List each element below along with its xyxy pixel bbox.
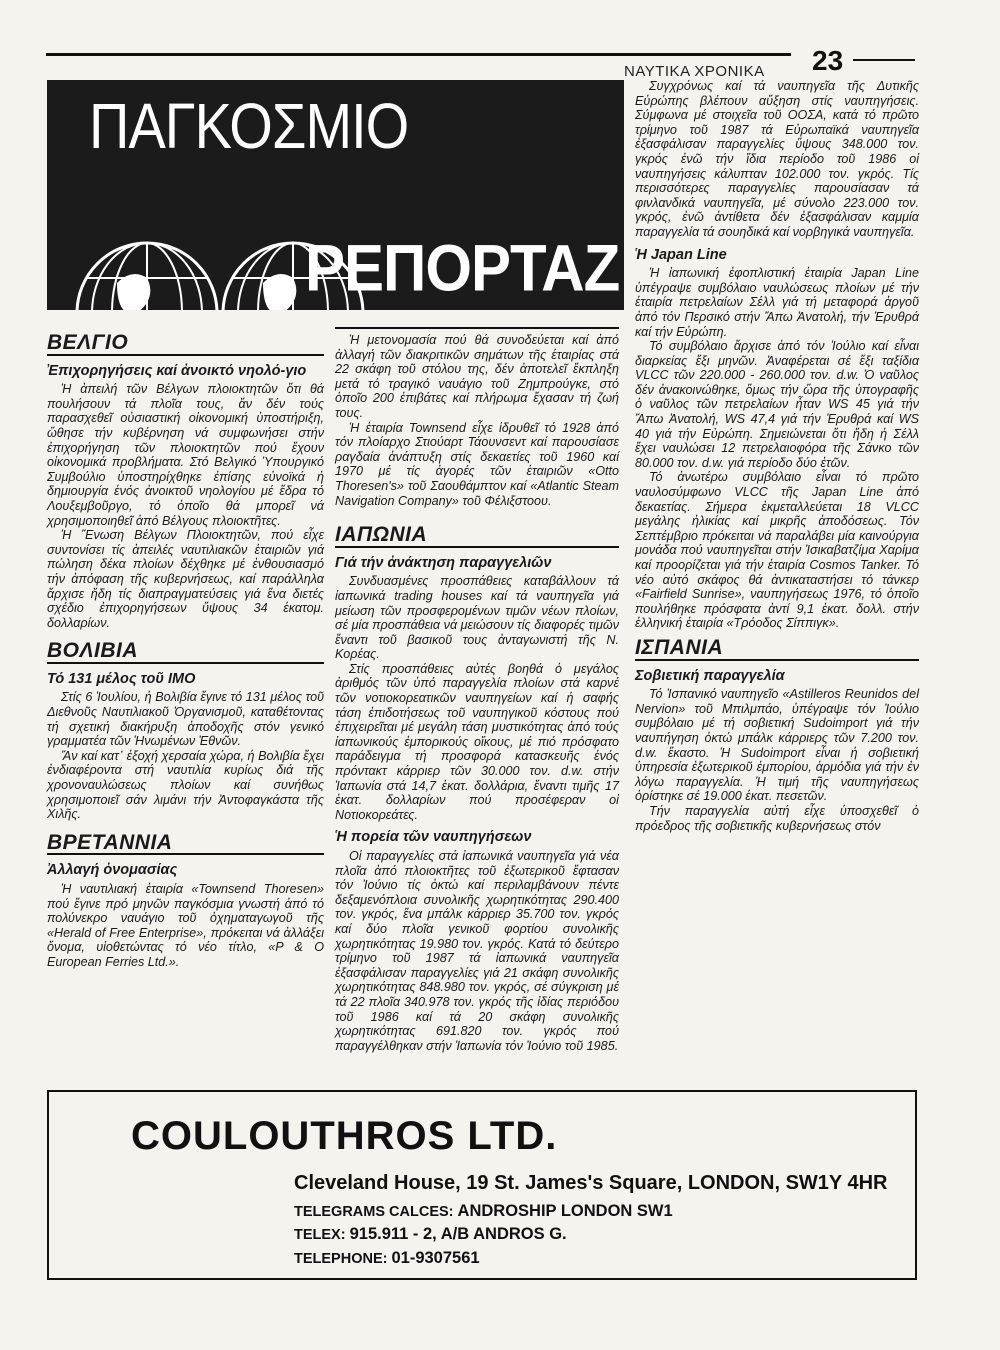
page-number: 23 <box>812 45 844 76</box>
telex-label: TELEX: <box>294 1227 346 1243</box>
banner-title-line2: ΡΕΠΟΡΤΑΖ <box>305 231 620 305</box>
section-title-ispania: ΙΣΠΑΝΙΑ <box>635 641 919 661</box>
column-divider <box>335 327 619 329</box>
paragraph: Ἡ Ἕνωση Βέλγων Πλοιοκτητῶν, πού εἶχε συντονίσει τίς ἀπειλές ναυτιλιακῶν ἑταιριῶν γιά πώληση δέκα πλοίων δέχθηκε μέ ἐνθουσιασμό τήν ἀπόφαση τῆς κυβερνήσεως, καί παράλληλα ἄρχισε ἤδη τίς διαπραγματεύσεις γιά ἕνα διετές σχέδιο ἐπιχορηγήσεων ὕψους 34 ἑκατομ. δολλαρίων. <box>47 528 324 630</box>
column-3 <box>635 79 919 833</box>
section-title-iaponia: ΙΑΠΩΝΙΑ <box>335 528 619 548</box>
advert-company-name: COULOUTHROS LTD. <box>131 1114 558 1158</box>
section-subtitle: Σοβιετική παραγγελία <box>635 667 785 684</box>
advert-telex <box>294 1225 567 1244</box>
paragraph: Ἡ ἀπειλή τῶν Βέλγων πλοιοκτητῶν ὅτι θά πουλήσουν τά πλοῖα τους, ἄν δέν τούς παρασχεθεῖ οὐσιαστική οἰκονομική ὑποστήριξη, ὤθησε τήν κυβέρνηση νά συμφωνήσει στήν ἐπιχορήγηση τῶν πλοιοκτητῶν πού ἔχουν οἰκονομικά προβλήματα. Στό Βελγικό Ὑπουργικό Συμβούλιο ὑποστηρίχθηκε ἐπίσης εὐνοϊκά ἡ δημιουργία ἑνός ἀνοικτοῦ νηολογίου μέ ἕδρα τό Λουξεμβοῦργο, τό ὁποῖο θά μπορεῖ νά χρησιμοποιηθεῖ ἀπό Βέλγους πλοιοκτῆτες. <box>47 382 324 528</box>
header-rule-right <box>853 59 915 61</box>
header-rule <box>46 53 791 56</box>
section-subtitle: Τό 131 μέλος τοῦ ΙΜΟ <box>47 670 196 687</box>
section-subtitle: Ἡ πορεία τῶν ναυπηγήσεων <box>335 829 532 846</box>
reportage-banner <box>47 80 624 310</box>
paragraph: Τήν παραγγελία αὐτή εἶχε ὑποσχεθεῖ ὁ πρόεδρος τῆς σοβιετικῆς κυβερνήσεως στόν <box>635 803 919 833</box>
paragraph: Ἡ ἰαπωνική ἐφοπλιστική ἑταιρία Japan Line ὑπέγραψε συμβόλαιο ναυλώσεως πλοίων μέ τήν ἑταιρία πετρελαίων Σέλλ γιά τή μεταφορά ἀργοῦ ἀπό τόν Περσικό στήν Ἄπω Ἀνατολή, τήν Ἐρυθρά καί τήν Εὐρώπη. <box>635 266 919 339</box>
paragraph: Στίς 6 Ἰουλίου, ἡ Βολιβία ἔγινε τό 131 μέλος τοῦ Διεθνοῦς Ναυτιλιακοῦ Ὀργανισμοῦ, καταθέτοντας τή σχετική διακήρυξη ἀποδοχῆς στόν γενικό γραμματέα τῶν Ἡνωμένων Ἐθνῶν. <box>47 690 324 749</box>
paragraph: Συνδυασμένες προσπάθειες καταβάλλουν τά ἰαπωνικά trading houses καί τά ναυπηγεῖα γιά μείωση τῶν προσφερομένων τιμῶν νέων πλοίων, σέ μία προσπάθεια νά μειώσουν τίς διαφορές τιμῶν ἔναντι τοῦ βασικοῦ τους ἀνταγωνιστή τῆς Ν. Κορέας. <box>335 574 619 662</box>
paragraph: Ἄν καί κατ᾽ ἐξοχή χερσαία χώρα, ἡ Βολιβία ἔχει ἐνδιαφέροντα στή ναυτιλία κυρίως διά τῆς χρονοναυλώσεως πλοίων καί συνήθως χρησιμοποιεῖ σάν λιμάνι τήν Ἀντοφαγκάστα τῆς Χιλῆς. <box>47 748 324 822</box>
section-title-bolivia: ΒΟΛΙΒΙΑ <box>47 644 324 664</box>
telegrams-label: TELEGRAMS CALCES: <box>294 1204 454 1220</box>
advert-telephone <box>294 1249 480 1268</box>
section-title-bretannia: ΒΡΕΤΑΝΝΙΑ <box>47 836 324 856</box>
section-subtitle: Ἐπιχορηγήσεις καί ἀνοικτό νηολό-γιο <box>47 362 307 379</box>
section-subtitle: Γιά τήν ἀνάκτηση παραγγελιῶν <box>335 554 552 571</box>
banner-title-line1: ΠΑΓΚΟΣΜΙΟ <box>89 89 409 162</box>
section-title-belgio: ΒΕΛΓΙΟ <box>47 336 324 356</box>
telegrams-value: ANDROSHIP LONDON SW1 <box>457 1202 673 1220</box>
paragraph: Οἱ παραγγελίες στά ἰαπωνικά ναυπηγεῖα γιά νέα πλοῖα ἀπό πλοιοκτῆτες τοῦ ἐξωτερικοῦ ἔφτασαν τόν Ἰούνιο τίς ὀκτώ καί περιλαμβάνουν πέντε δεξαμενόπλοια συνολικῆς χωρητικότητας 290.400 τον. γκρός, ἕνα μπάλκ κάρριερ 35.700 τον. γκρός καί δύο πλοῖα γενικοῦ φορτίου συνολικῆς χωρητικότητας 19.980 τον. γκρός. Κατά τό δεύτερο τρίμηνο τοῦ 1987 τά ἰαπωνικά ναυπηγεῖα ἐξασφάλισαν παραγγελίες γιά 21 σκάφη συνολικῆς χωρητικότητας 848.980 τον. γκρός, σέ σύγκριση μέ τά 22 πλοῖα 340.978 τον. γκρός τῆς ἰδίας περιόδου τοῦ 1986 καί τά 20 σκάφη συνολικῆς χωρητικότητας 691.820 τον. γκρός πού παραγγέλθηκαν στήν Ἰαπωνία τόν Ἰούνιο τοῦ 1985. <box>335 849 619 1053</box>
section-subtitle: Ἡ Japan Line <box>635 246 727 263</box>
telex-value: 915.911 - 2, A/B ANDROS G. <box>349 1225 567 1243</box>
paragraph: Ἡ ἑταιρία Townsend εἶχε ἱδρυθεῖ τό 1928 ἀπό τόν πλοίαρχο Στιούαρτ Τάουνσεντ καί παρουσίασε ραγδαία ἀνάπτυξη στίς δεκαετίες τοῦ 1960 καί 1970 μέ τίς ἀγορές τῶν ἑταιριῶν «Otto Thoresen's» τοῦ Σαουθάμπτον καί «Atlantic Steam Navigation Company» τοῦ Φέλιξστοου. <box>335 420 619 508</box>
paragraph: Τό Ἰσπανικό ναυπηγεῖο «Astilleros Reunidos del Nervion» τοῦ Μπιλμπάο, ὑπέγραψε τόν Ἰούλιο συμβόλαιο μέ τή σοβιετική Sudoimport γιά τήν ναυπήγηση ὀκτώ μπάλκ κάρριερς τῶν 7.200 τον. d.w. ἕκαστο. Ἡ Sudoimport εἶναι ἡ σοβιετική ὑπηρεσία ἐξωτερικοῦ ἐμπορίου, ἁρμόδια γιά τήν ἐν λόγω παραγγελία. Ἡ τιμή τῆς ναυπηγήσεως ὁρίστηκε σέ 19.000 ἑκατ. πεσετῶν. <box>635 687 919 804</box>
paragraph: Ἡ μετονομασία πού θά συνοδεύεται καί ἀπό ἀλλαγή τῶν διακριτικῶν σημάτων τῆς ἑταιρίας στά 22 σκάφη τοῦ στόλου της, δέν ἀποτελεῖ ἔκπληξη μετά τό τραγικό ναυάγιο τοῦ Ζημπρούγκε, στό ὁποῖο 200 ἐπιβάτες καί πλήρωμα ἔχασαν τή ζωή τους. <box>335 333 619 420</box>
telephone-value: 01-9307561 <box>391 1249 480 1267</box>
advertisement-box <box>47 1090 917 1280</box>
telephone-label: TELEPHONE: <box>294 1251 388 1267</box>
column-1 <box>47 330 324 970</box>
paragraph: Ἡ ναυτιλιακή ἑταιρία «Townsend Thoresen» πού ἔγινε πρό μηνῶν παγκόσμια γνωστή ἀπό τό πολύνεκρο ναυάγιο τοῦ ὀχηματαγωγοῦ τῆς «Herald of Free Enterprise», πρόκειται νά ἀλλάξει ὄνομα, υἱοθετώντας τό νέο τίτλο, «P & O European Ferries Ltd.». <box>47 882 324 969</box>
paragraph: Τό συμβόλαιο ἄρχισε ἀπό τόν Ἰούλιο καί εἶναι διαρκείας ἕξι μηνῶν. Ἀναφέρεται σέ ἕξι ταξίδια VLCC τῶν 220.000 - 260.000 τον. d.w. Ὁ ναῦλος δέν ἀνακοινώθηκε, ὅμως τήν ὥρα τῆς ὑπογραφῆς ὁ ναῦλος τῶν πετρελαίων ἦταν WS 45 γιά τήν Ἄπω Ἀνατολή, WS 47,4 γιά τήν Ἐρυθρά καί WS 40 γιά τήν Εὐρώπη. Σημειώνεται ὅτι ἤδη ἡ Σέλλ ἔχει ναυλώσει 12 πετρελαιοφόρα τῆς Σάνκο τῶν 80.000 τον. d.w. γιά περίοδο δύο ἐτῶν. <box>635 339 919 470</box>
paragraph: Στίς προσπάθειες αὐτές βοηθά ὁ μεγάλος ἀριθμός τῶν ὑπό παραγγελία πλοίων στά καρνέ τῶν νοτιοκορεατικῶν ναυπηγείων καί ἡ σαφής τάση ἐπιδοτήσεως τοῦ ναυπηγικοῦ κόστους πού ἐπιχειρεῖται μέ μεγάλη τάση μυστικότητας ἀπό τούς ἰαπωνικούς ἐμπορικούς οἴκους, μέ πιό πρόσφατο παράδειγμα τή προσφορά κατασκευῆς ἑνός πρόντακτ κάρριερ τῶν 30.000 τον. d.w. στήν Ἰαπωνία στά 14,7 ἑκατ. δολλάρια, ἔναντι τιμῆς 17 ἑκατ. δολλαρίων πού προσέφεραν οἱ Νοτιοκορεάτες. <box>335 661 619 822</box>
magazine-name: ΝΑΥΤΙΚΑ ΧΡΟΝΙΚΑ <box>624 63 765 80</box>
paragraph: Τό ἀνωτέρω συμβόλαιο εἶναι τό πρῶτο ναυλοσύμφωνο VLCC τῆς Japan Line ἀπό δεκαετίας. Σήμερα ἐκμεταλλεύεται 18 VLCC μεγάλης ἡλικίας καί μικρῆς ἀποδόσεως. Τόν Σεπτέμβριο πρόκειται νά παραλάβει μία καινούργια μονάδα πού ναυπηγεῖται στήν Ἰσικαβατζίμα Χαρίμα καί προορίζεται γιά τήν ἑταιρία Cosmos Tanker. Τό νέο αὐτό σκάφος θά ἀντικαταστήσει τό τάνκερ «Fairfield Sunrise», ναυπηγήσεως 1976, τό ὁποῖο πουλήθηκε πρόσφατα ἀντί 9,1 ἑκατ. δολλ. στήν ἑλληνική ἑταιρία «Τρόοδος Σίππιγκ». <box>635 470 919 631</box>
paragraph: Συγχρόνως καί τά ναυπηγεῖα τῆς Δυτικῆς Εὐρώπης βλέπουν αὔξηση στίς ναυπηγήσεις. Σύμφωνα μέ στοιχεῖα τοῦ ΟΟΣΑ, κατά τό πρῶτο τρίμηνο τοῦ 1987 τά Εὐρωπαϊκά ναυπηγεῖα ἐξασφάλισαν παραγγελίες ὕψους 348.000 τον. γκρός ἐνῶ τήν ἴδια περίοδο τοῦ 1986 οἱ ναυπηγήσεις κάλυπταν 102.000 τον. γκρός. Τίς περισσότερες παραγγελίες παρουσίασαν τά φινλανδικά ναυπηγεῖα, μέ σύνολο 223.000 τον. γκρός, ἐνῶ ἀντίθετα δέν ἐξασφάλισαν καμμία παραγγελία τά σουηδικά καί νορβηγικά ναυπηγεῖα. <box>635 79 919 239</box>
advert-address: Cleveland House, 19 St. James's Square, LONDON, SW1Y 4HR <box>294 1172 888 1194</box>
advert-telegrams <box>294 1202 673 1221</box>
column-2 <box>335 327 619 1053</box>
section-subtitle: Ἀλλαγή ὀνομασίας <box>47 862 178 879</box>
